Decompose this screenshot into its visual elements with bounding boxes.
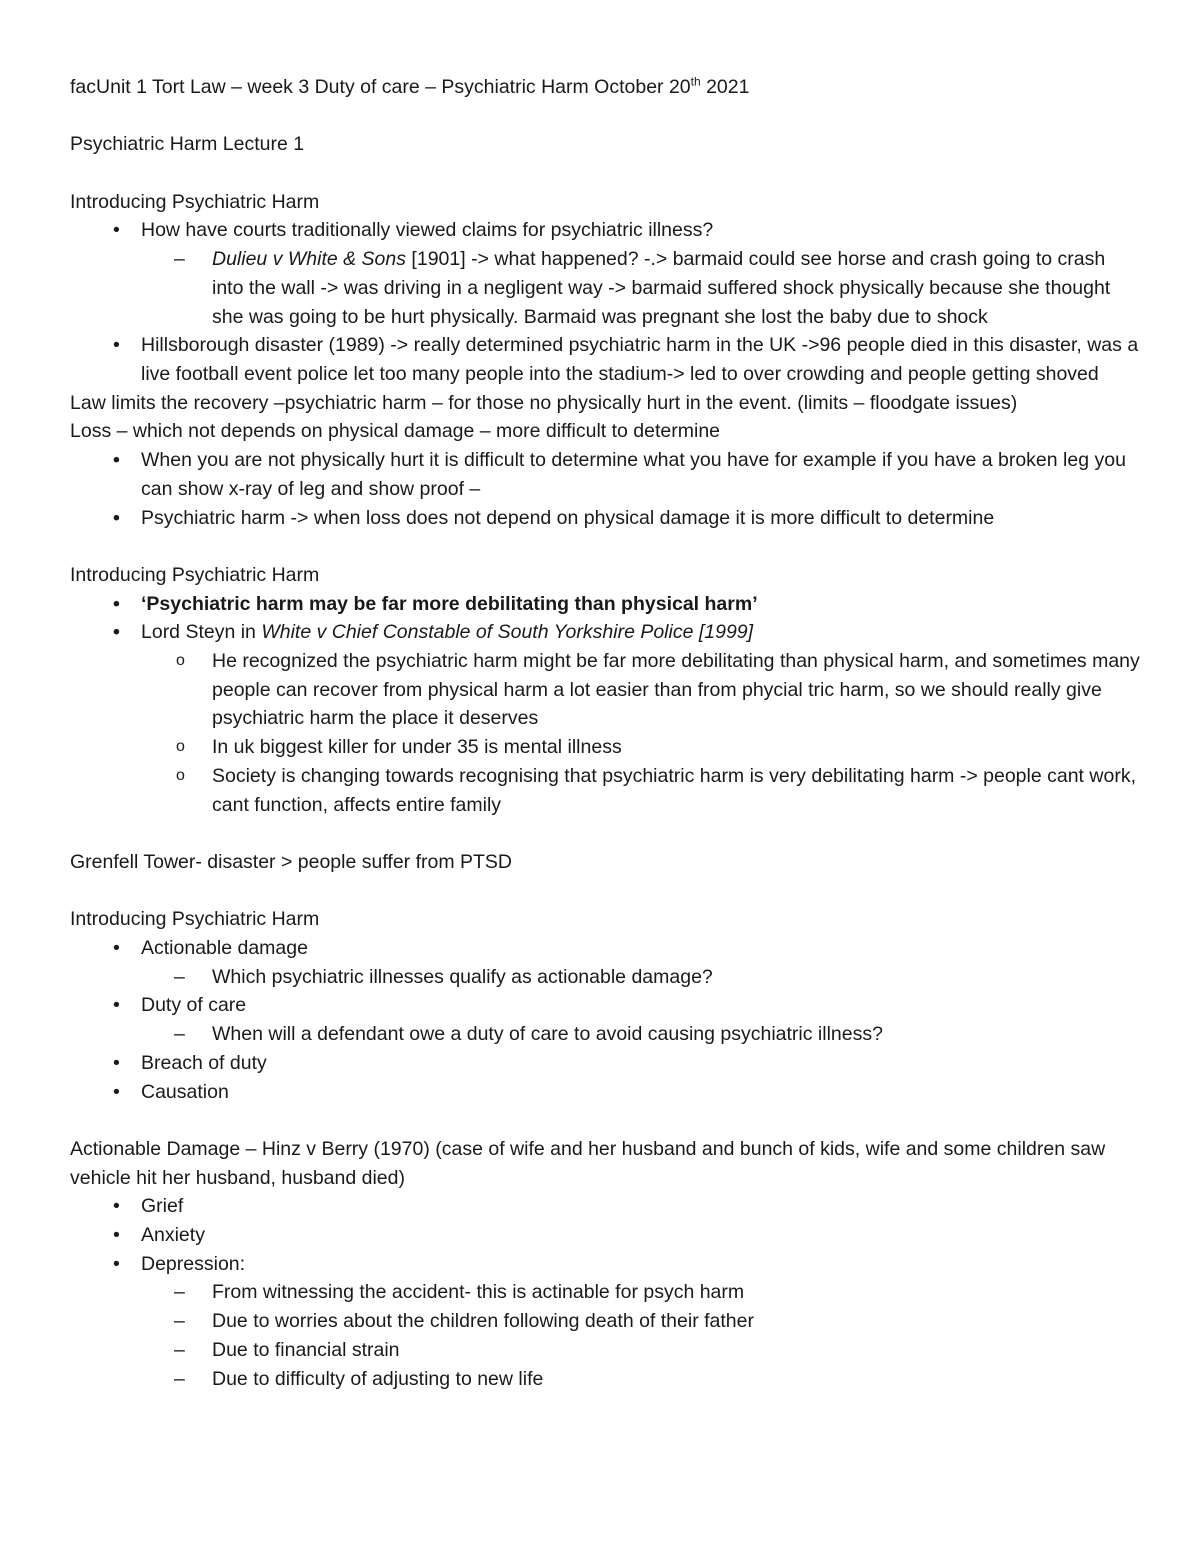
sub-list-item: o Society is changing towards recognising that psychiatric harm is very debilitating harm -> people cant work, cant function, affects entire family <box>70 762 1140 819</box>
list-item: • Psychiatric harm -> when loss does not depend on physical damage it is more difficult to determine <box>70 504 1140 533</box>
case-name: White v Chief Constable of South Yorkshire Police [1999] <box>261 621 754 644</box>
sub-list-item: o He recognized the psychiatric harm might be far more debilitating than physical harm, and sometimes many people can recover from physical harm a lot easier than from phycial tric harm, so we should really give psychiatric harm the place it deserves <box>70 647 1140 733</box>
list-item <box>70 618 1140 647</box>
law-limits-text: Law limits the recovery –psychiatric harm – for those no physically hurt in the event. (limits – floodgate issues) <box>70 391 1018 414</box>
document-title <box>70 73 1140 102</box>
list-item: • Grief <box>70 1192 1140 1221</box>
list-item: • Duty of care <box>70 991 1140 1020</box>
section1-heading: Introducing Psychiatric Harm <box>70 190 320 213</box>
steyn-prefix: Lord Steyn in <box>141 621 262 644</box>
lecture-heading: Psychiatric Harm Lecture 1 <box>70 133 305 156</box>
loss-text: Loss – which not depends on physical damage – more difficult to determine <box>70 420 721 443</box>
grenfell-text: Grenfell Tower- disaster > people suffer from PTSD <box>70 850 513 873</box>
list-item: • Causation <box>70 1078 1140 1107</box>
section2-heading: Introducing Psychiatric Harm <box>70 563 320 586</box>
list-item: • Actionable damage <box>70 934 1140 963</box>
section3-heading: Introducing Psychiatric Harm <box>70 908 320 931</box>
sub-list-item: – Due to financial strain <box>70 1336 1140 1365</box>
case-notes: [1901] -> what happened? -.> barmaid could see horse and crash going to crash into the wall -> was driving in a negligent way -> barmaid suffered shock physically because she thought she was going to be hurt physically. Barmaid was pregnant she lost the baby due to shock <box>212 248 1111 328</box>
title-year: 2021 <box>700 76 750 98</box>
sub-list-item: – When will a defendant owe a duty of care to avoid causing psychiatric illness? <box>70 1020 1140 1049</box>
sub-list-item: o In uk biggest killer for under 35 is mental illness <box>70 733 1140 762</box>
list-item: • How have courts traditionally viewed claims for psychiatric illness? <box>70 216 1140 245</box>
list-item: • Breach of duty <box>70 1049 1140 1078</box>
sub-list-item: – Due to worries about the children following death of their father <box>70 1307 1140 1336</box>
list-item: • Hillsborough disaster (1989) -> really determined psychiatric harm in the UK ->96 people died in this disaster, was a live football event police let too many people into the stadium-> led to over crowding and people getting shoved <box>70 331 1140 388</box>
list-item: • Depression: <box>70 1250 1140 1279</box>
list-item: • When you are not physically hurt it is difficult to determine what you have for example if you have a broken leg you can show x-ray of leg and show proof – <box>70 446 1140 503</box>
section1-list <box>70 216 1140 388</box>
section2-list <box>70 590 1140 820</box>
case-name: Dulieu v White & Sons <box>212 248 407 271</box>
title-superscript: th <box>690 74 701 89</box>
sub-list-item: – Due to difficulty of adjusting to new life <box>70 1365 1140 1394</box>
loss-list <box>70 446 1140 532</box>
section4-list <box>70 1192 1140 1393</box>
quote-item: • ‘Psychiatric harm may be far more debilitating than physical harm’ <box>70 590 1140 619</box>
section4-heading: Actionable Damage – Hinz v Berry (1970) (case of wife and her husband and bunch of kids, wife and some children saw vehicle hit her husband, husband died) <box>70 1137 1106 1189</box>
sub-list-item <box>70 245 1140 331</box>
list-item: • Anxiety <box>70 1221 1140 1250</box>
sub-list-item: – From witnessing the accident- this is actinable for psych harm <box>70 1278 1140 1307</box>
section3-list <box>70 934 1140 1106</box>
sub-list-item: – Which psychiatric illnesses qualify as actionable damage? <box>70 963 1140 992</box>
title-main: facUnit 1 Tort Law – week 3 Duty of care – Psychiatric Harm October 20 <box>70 76 691 98</box>
